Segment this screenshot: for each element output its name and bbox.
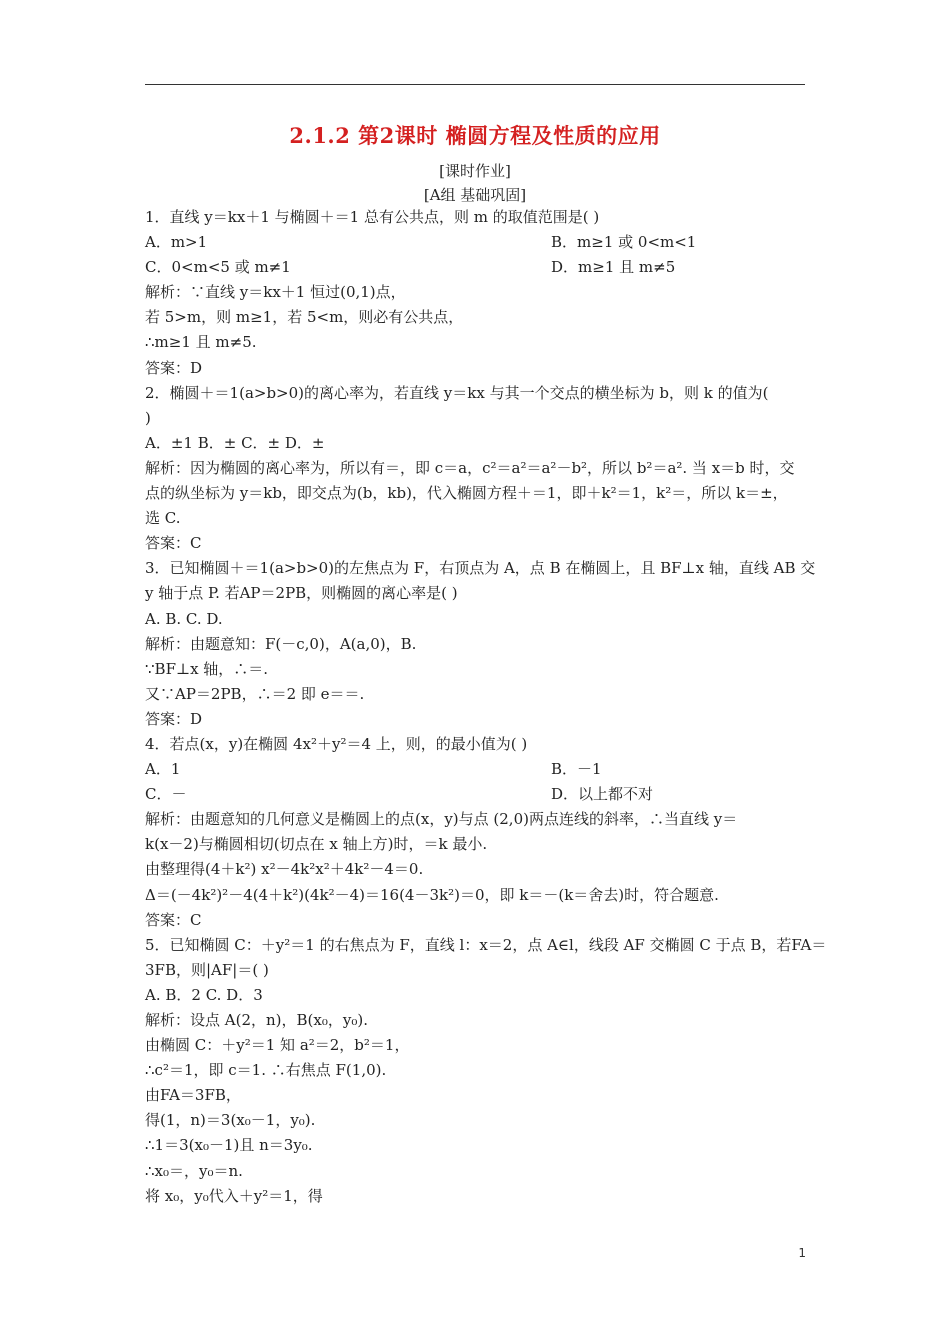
- top-rule: [145, 84, 805, 85]
- text-line: 答案：C: [145, 910, 202, 929]
- text-line: 5．已知椭圆 C：＋y²＝1 的右焦点为 F，直线 l：x＝2，点 A∈l，线段 AF 交椭圆 C 于点 B，若FA＝: [145, 935, 827, 954]
- text-line: y 轴于点 P. 若AP＝2PB，则椭圆的离心率是( ): [145, 584, 458, 603]
- text-line: 答案：C: [145, 534, 202, 553]
- text-line: ∴1＝3(x₀－1)且 n＝3y₀.: [145, 1136, 313, 1155]
- text-line: [145, 782, 810, 807]
- text-line: [145, 255, 810, 280]
- page-number: 1: [798, 1246, 806, 1260]
- option-text: B．m≥1 或 0<m<1: [551, 233, 697, 252]
- document-body: [145, 205, 827, 1209]
- text-line: 解析：因为椭圆的离心率为，所以有＝，即 c＝a，c²＝a²＝a²－b²，所以 b²＝a². 当 x＝b 时，交: [145, 458, 795, 477]
- text-line: ∴x₀＝，y₀＝n.: [145, 1161, 243, 1180]
- text-line: ∵BF⊥x 轴，∴＝.: [145, 659, 269, 678]
- text-line: 解析：由题意知的几何意义是椭圆上的点(x，y)与点 (2,0)两点连线的斜率，∴当直线 y＝: [145, 810, 738, 829]
- text-line: 3．已知椭圆＋＝1(a>b>0)的左焦点为 F，右顶点为 A，点 B 在椭圆上，且 BF⊥x 轴，直线 AB 交: [145, 559, 816, 578]
- option-text: A．m>1: [145, 233, 208, 252]
- text-line: 解析：由题意知：F(－c,0)，A(a,0)，B.: [145, 634, 417, 653]
- option-text: C．－: [145, 785, 187, 804]
- text-line: [145, 757, 810, 782]
- text-line: 又∵AP＝2PB，∴＝2 即 e＝＝.: [145, 684, 365, 703]
- text-line: 选 C.: [145, 509, 181, 528]
- text-line: 由FA＝3FB，: [145, 1086, 241, 1105]
- text-line: ): [145, 408, 151, 427]
- text-line: 解析：∵直线 y＝kx＋1 恒过(0,1)点，: [145, 283, 406, 302]
- option-text: B．－1: [551, 760, 602, 779]
- text-line: 4．若点(x，y)在椭圆 4x²＋y²＝4 上，则，的最小值为( ): [145, 734, 528, 753]
- text-line: 点的纵坐标为 y＝kb，即交点为(b，kb)，代入椭圆方程＋＝1，即＋k²＝1，k²＝，所以 k＝±，: [145, 484, 788, 503]
- text-line: k(x－2)与椭圆相切(切点在 x 轴上方)时，＝k 最小.: [145, 835, 488, 854]
- text-line: 解析：设点 A(2，n)，B(x₀，y₀).: [145, 1011, 368, 1029]
- text-line: A. B．2 C. D．3: [145, 985, 263, 1004]
- text-line: ∴m≥1 且 m≠5.: [145, 333, 257, 352]
- option-text: C．0<m<5 或 m≠1: [145, 258, 291, 277]
- text-line: 由椭圆 C：＋y²＝1 知 a²＝2，b²＝1，: [145, 1036, 410, 1055]
- text-line: 得(1，n)＝3(x₀－1，y₀).: [145, 1111, 316, 1130]
- text-line: 答案：D: [145, 709, 203, 728]
- option-text: D．m≥1 且 m≠5: [551, 258, 676, 277]
- text-line: 3FB，则|AF|＝( ): [145, 960, 269, 979]
- subtitle-group-a: [A组 基础巩固]: [423, 186, 527, 204]
- text-line: 由整理得(4＋k²) x²－4k²x²＋4k²－4＝0.: [145, 860, 424, 879]
- text-line: A．±1 B．± C．± D．±: [145, 433, 325, 452]
- text-line: ∴c²＝1，即 c＝1. ∴右焦点 F(1,0).: [145, 1061, 387, 1080]
- text-line: 1．直线 y＝kx＋1 与椭圆＋＝1 总有公共点，则 m 的取值范围是( ): [145, 208, 600, 226]
- text-line: Δ＝(－4k²)²－4(4＋k²)(4k²－4)＝16(4－3k²)＝0，即 k＝－(k＝舍去)时，符合题意.: [145, 885, 719, 904]
- text-line: 答案：D: [145, 358, 203, 377]
- option-text: D．以上都不对: [551, 785, 654, 804]
- text-line: 若 5>m，则 m≥1，若 5<m，则必有公共点，: [145, 308, 464, 327]
- text-line: 将 x₀，y₀代入＋y²＝1，得: [145, 1186, 323, 1205]
- option-text: A．1: [145, 760, 181, 779]
- text-line: 2．椭圆＋＝1(a>b>0)的离心率为，若直线 y＝kx 与其一个交点的横坐标为 b，则 k 的值为(: [145, 383, 769, 402]
- text-line: [145, 230, 810, 255]
- subtitle-homework: [课时作业]: [439, 162, 511, 180]
- text-line: A. B. C. D.: [145, 609, 223, 628]
- page-title: 2.1.2 第2课时 椭圆方程及性质的应用: [289, 123, 661, 148]
